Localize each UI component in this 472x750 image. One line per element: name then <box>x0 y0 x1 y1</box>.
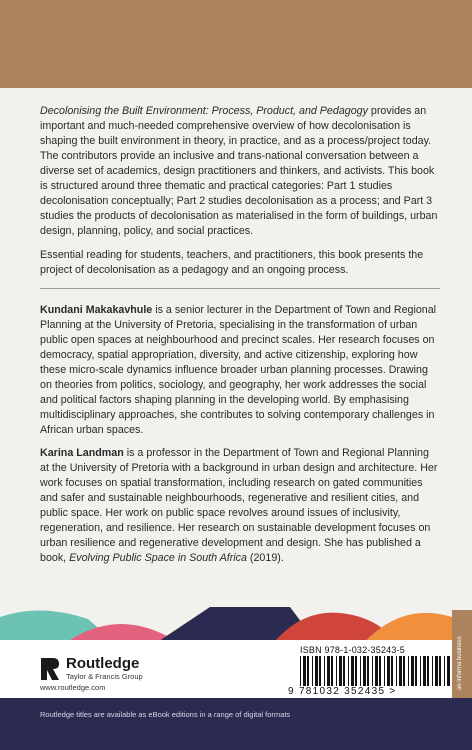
barcode-bar <box>420 656 421 686</box>
author-book-title: Evolving Public Space in South Africa <box>69 552 247 564</box>
description-body: provides an important and much-needed comprehensive overview of how decolonisation is shaping the built environment in theory, in practice, and as a process/project today. The contributors provide an inclusive and trans-national conversation between a diverse set of academics, design practitioners and thinkers, and activists. This book is structured around three thematic and practical categories: Part 1 studies decolonisation conceptually; Part 2 studies decolonisation as a process; and Part 3 studies the products of decolonisation as materialised in the form of buildings, urban design, planning, policy, and social practices. <box>40 105 438 237</box>
barcode-bar <box>375 656 378 686</box>
barcode-bar <box>387 656 390 686</box>
barcode-bar <box>439 656 441 686</box>
barcode <box>300 656 450 686</box>
book-title: Decolonising the Built Environment: Process, Product, and Pedagogy <box>40 105 368 117</box>
barcode-bar <box>396 656 397 686</box>
informa-strip <box>452 610 472 698</box>
author-name: Karina Landman <box>40 447 124 459</box>
barcode-bar <box>331 656 333 686</box>
barcode-bar <box>312 656 313 686</box>
author-bio-2 <box>40 446 440 566</box>
barcode-bar <box>415 656 417 686</box>
barcode-bar <box>319 656 321 686</box>
barcode-bar <box>372 656 373 686</box>
barcode-number: 9 781032 352435 > <box>288 686 397 697</box>
barcode-bar <box>403 656 405 686</box>
barcode-bar <box>379 656 381 686</box>
barcode-bar <box>432 656 433 686</box>
informa-label: an informa business <box>457 636 463 690</box>
author-bios <box>40 303 440 566</box>
barcode-bar <box>363 656 366 686</box>
barcode-bar <box>300 656 301 686</box>
barcode-bar <box>303 656 306 686</box>
section-divider <box>40 288 440 289</box>
footer-band <box>0 698 472 750</box>
top-color-band <box>0 0 472 88</box>
publisher-website: www.routledge.com <box>40 683 106 692</box>
barcode-bar <box>427 656 429 686</box>
barcode-bar <box>367 656 369 686</box>
barcode-bar <box>348 656 349 686</box>
barcode-bar <box>444 656 445 686</box>
text-area <box>40 104 440 574</box>
barcode-bar <box>327 656 330 686</box>
barcode-bar <box>336 656 337 686</box>
author-name: Kundani Makakavhule <box>40 304 153 316</box>
author-bio-1 <box>40 303 440 438</box>
publisher-group: Taylor & Francis Group <box>66 672 143 681</box>
barcode-bar <box>423 656 426 686</box>
barcode-bar <box>411 656 414 686</box>
barcode-bar <box>447 656 450 686</box>
barcode-bar <box>435 656 438 686</box>
barcode-bar <box>343 656 345 686</box>
publisher-logo <box>40 656 143 681</box>
barcode-bar <box>355 656 357 686</box>
barcode-bar <box>408 656 409 686</box>
description-paragraph-2: Essential reading for students, teachers, and practitioners, this book presents the project of decolonisation as a pedagogy and an ongoing process. <box>40 249 424 276</box>
isbn-label: ISBN 978-1-032-35243-5 <box>300 645 405 655</box>
publisher-name: Routledge <box>66 655 140 672</box>
barcode-bar <box>315 656 318 686</box>
barcode-bar <box>307 656 309 686</box>
barcode-bar <box>391 656 393 686</box>
author-bio-text: is a professor in the Department of Town and Regional Planning at the University of Pretoria with a background in urban design and architecture. Her work focuses on spatial transformation, including research on gated communities and safer and sustainable neighbourhoods, regenerative and resilient cities, and public space. Her work on public space revolves around issues of inclusivity, regeneration, and resilience. Her research on sustainable development focuses on urban resilience and regenerative development and design. She has published a book, <box>40 447 438 564</box>
author-bio-end: (2019). <box>246 552 284 564</box>
description-paragraph-1 <box>40 104 440 239</box>
barcode-bar <box>324 656 325 686</box>
barcode-bar <box>339 656 342 686</box>
logo-text <box>66 656 143 681</box>
author-bio-text: is a senior lecturer in the Department of Town and Regional Planning at the University of Pretoria, specialising in the transformation of urban public open spaces at neighbourhood and precinct scales. Her research focuses on democracy, spatial appropriation, diversity, and active citizenship, exploring how these micro-scale dynamics influence broader urban planning processes. Drawing on theories from politics, sociology, and geography, her work addresses the social and political factors shaping planning in the developing world. By emphasising multidisciplinary approaches, she contributes to solving contemporary challenges in African urban spaces. <box>40 304 437 436</box>
barcode-bar <box>384 656 385 686</box>
barcode-bar <box>399 656 402 686</box>
barcode-bar <box>351 656 354 686</box>
barcode-bar <box>360 656 361 686</box>
footer-note: Routledge titles are available as eBook editions in a range of digital formats <box>40 710 291 719</box>
routledge-logo-icon <box>40 657 60 681</box>
